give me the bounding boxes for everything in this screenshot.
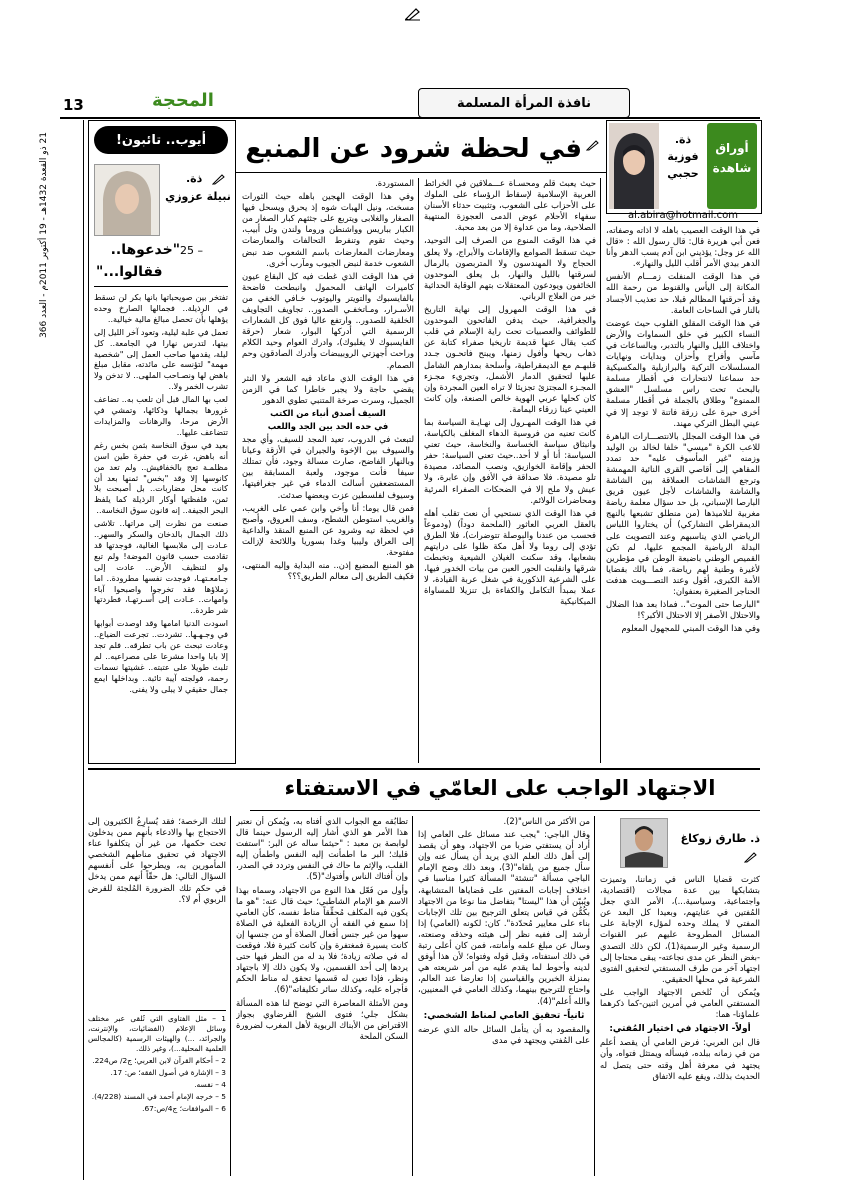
- a1c2-p2: في هذا الوقت المنوع من الصرف إلى التوحيد، حيث تسقط الصوامع والإقامات والأبراج، ولا يعلق الحجاج ولا المهندسون ولا المتربصون بالرمال لسرقتها بالليل والنهار، بل يعلق الموحدون الخائفون ويودعون المعتقلات بتهم الوقاية الحداثية خير من العلاج الرباني.: [424, 235, 596, 301]
- article1-title-rule: [236, 172, 606, 173]
- author-name-1: فوزية: [667, 150, 699, 163]
- a1c2-p1: حيث يعبث قلم ومحسـاة عـــملاقين في الخرائط العربية الإسلامية لإسقاط الرؤساء على الملوك على الأحزاب على الشعوب، وتثبيت حدثاء الأسنان سفهاء الأحلام عوض الدمى العجوزة المنتهية الصلاحية، وما من عداوة إلا من بعد محبة.: [424, 178, 596, 233]
- article2-author: ذ. طارق زوكاغ: [680, 832, 760, 845]
- column-title-2: شاهدة: [712, 161, 752, 175]
- article2-author-photo: [620, 818, 668, 868]
- article1-title: في لحظة شرود عن المنبع: [245, 134, 582, 164]
- sidebar-p1: تفتخر بين صويحباتها بانها بكر لن تسقط في الرذيلة.. فجمالها الصارخ وحده يؤهلها بأن تحصل مبالغ مالية خيالية..: [94, 292, 228, 324]
- page-number: 13: [63, 96, 84, 114]
- sidebar-p6: اسودت الدنيا امامها وقد اوصدت أبوابها في وجـهـها.. تشردت.. تجرعت الضياع.. وعادت تبحث عن باب تطرقه.. فلم تجد إلا بابا واحدا مشرعا على مصراعيه.. لم تلبث طويلا على عتبته.. غشيتها نسمات رحمة، فولجته آيبة تائبة.. وبداخلها ايمع جمال حقيقي لا يبلى ولا يفنى.: [94, 618, 228, 694]
- a2b-p2: وقال الباجي: "يجب عند مسائل على العامي إذا أراد أن يستفتي ضربا من الاجتهاد، وهو أن يقصد إلى أهل ذلك العلم الذي يريد أن يسأل عنه وإن سأل جميع من يلقاه"(3)، وبعد ذلك وضح الإمام الباجي مسألة "تنشئة" المسألة كثيرا مناسبا في اختلاف إجابات المفتين على قضاياها المتشابهة، ويُبيّن أن هذا "ليستا" بتفاضل منا نوعا من الاجتهاد بكُمُّن في قياس يتعلق الترجيح بين تلك الإجابات بناء على معايير مُحدّدة". كان: لكونه (العامي) إذا أرشد إلى ففيه نظر إلى هيئته وحذقه وصنعته، وسال عن مبلغ علمه وأمانته، فمن كان أعلى رتبة في ذلك استفتاه، وقبل قوله وفتواه؛ لأن هذا أوفق لدينه وأحوط لما يقدم عليه من أمر شريعته هي بمنزلة الخبرين والقياسين إذا تعارضا عند العالم، واحتاج للترجيح بينهما، وكذلك العامي في المعنيين، والله أعلم"(4).: [418, 829, 590, 1006]
- article2-title-rule: [250, 810, 760, 811]
- article1-divider-1: [600, 178, 601, 763]
- a1c1-p5: "البارصا حتى الموت".. فماذا بعد هذا الضلال والاحتلال الأصفر إلا الاحتلال الأكبر؟!: [606, 599, 760, 621]
- a1c1-p1: في هذا الوقت العصيب باهله لا اذاته وصفاته، فعن أبي هريرة قال: قال رسول الله : «قال الله عز وجل: يؤذيني ابن آدم يسب الدهر وأنا الدهر بيدي الأمر أقلب الليل والنهار».: [606, 225, 760, 269]
- sidebar-author-name: نبيلة عزوزي: [165, 190, 231, 203]
- a1c1-p2: في هذا الوقت المنفلت زمـــام الأنفس المكانة إلى اليأس والقنوط من رحمة الله وقد أحرقتها المظالم قبلا، حد تعذيب الأجساد بالنار في الساحات العامة.: [606, 271, 760, 315]
- sidebar-p2: تعمل في علبة ليلية، وتعود آخر الليل إلى بيتها، لتدرس نهارا في الجامعة.. كل ليلة، يقدمها صاحب العمل إلى "شخصية مهمة" لتؤنسه على مائدته، مقابل مبلغ باهض لها ونصـاحب الملهى.. لا تدخن ولا تشرب الخمر ولا..: [94, 326, 228, 392]
- sidebar-p5: صنعت من نظرت إلى مراتها.. تلاشى ذلك الجمال بالدخان والسكر والسهر.. عـادت إلى ملابسها الغالية، فوجدتها قد تقادمت حسب قانون الموضة! ولم تبع ولو لتنظيف الأرض.. عادت إلى جـامعـتهـا، فوجدت نفسها مطرودة.. اما زملاؤها فقد تخرجوا واصبحوا آباء وامهات.. عـادت إلى أسـرتهـا، فطردتها شر طردة..: [94, 518, 228, 616]
- article2-colC: [236, 816, 408, 1176]
- a1c2-p5: في هذا الوقت الذي نستحيي أن نعت تقلب أهله بالعقل العربي العاثور (الملحمة دوداً) (ودموعاً فحسب من عندنا والبوصلة تتوضرات)، فلا الطرق تؤدي إلى روما ولا أهل مكة ظلوا على درايتهم بشعابها، وقد سكنت الغيلان الشيعية وتخبطت شرقها وانقلبت الحور العين من بيات الخدور فيها، على الشرعية الذكورية في شغل عربة القيادة، لا عملا بمبدأ التكامل والكفاءة بل تنزيلا للمساواة الميكانيكية: [424, 507, 596, 607]
- a1c3-p2: وفي هذا الوقت الهجين باهله حيث الثورات مسخت، ونيل الهبات شوه إذ يحرق ويسحل فيها الصغار والغلابى ويتربع على جثثهم كبار الصغار من الكبار بباريس وواشنطن وروما ولندن وتل أبيب، وحيث تقوم وتنفرط التحالفات والمعارضات ومعارضات المعارضات باسم الشعوب ضد نبض الشعوب خدمة لنبض الجيوب ومآرب أخرى.: [242, 191, 414, 268]
- sidebar-author-photo: [94, 164, 160, 236]
- article2-divider-1: [594, 816, 595, 1176]
- sidebar-title-2: فقالوا...": [96, 264, 163, 280]
- sidebar-author-prefix: ذة.: [186, 172, 203, 185]
- article2-footnotes: [88, 1014, 226, 1174]
- a2a-p2: ويُمكن أن نُلخص الاجتهاد الواجب على المستفتي العامي في أمرين اثنين-كما ذكرهما علماؤنا- هما:: [600, 986, 760, 1020]
- footnote-3: 3 – الإشارة في أصول الفقه؛ ص: 17.: [110, 1068, 226, 1077]
- article2-title: الاجتهاد الواجب على العامّي في الاستفتاء: [284, 776, 716, 800]
- a1c1-p4: في هذا الوقت المجلل بالانتصـــارات الباهرة للاعب الكرة "ميسي" خلفا لخالد بن الوليد وزمنه "غير المأسوف عليه" حد تمدد المقاهي إلى أقاصي القرى النائية المهمشة وترجع الشاشات العملاقة بين الشاشة والشاشة والشاشات لأجل عيون فريق البارصا الإسباني، بل حد سؤال معلمة رياضة مغربية لتلاميذها (من منطلق تشبعها بالنهج الديمقراطي التشاركي) أن يختاروا اللباس الرياضي الذي يناسبهم وعند التصويت على البدلة الرياضية المجمع عليها، لم تكن القميص الوطني باضبعة الوطن في مؤطرين لأغيرة وطنية لهم رياضة، فما بالك بقضايا الأمة الكبرى، أقول وعند التصـــويت هدفت الحناجر الصغيرة بعنفوان:: [606, 430, 760, 596]
- a2b-p3: والمقصود به أن يتأمل السائل حاله الذي عرضه على المُفتي ويجتهد في مدى: [418, 1023, 590, 1045]
- article1-divider-2: [418, 178, 419, 763]
- footnote-6: 6 – الموافقات؛ ج4/ص:67.: [142, 1104, 226, 1113]
- sidebar-title-rule: [94, 286, 228, 287]
- column-title-box: [707, 123, 757, 209]
- footnote-4: 4 – نفسه.: [194, 1080, 226, 1089]
- sidebar-p4: بعيد في سوق النخاسة بثمن بخس رغم أنه باهض، غرت في حفرة طين اسن مظلمـة تعج بالخفافيش.. ولم تعد من كانوسها إلا وقد "بخس" ثمنها بعد أن كانت محل مضاربات.. بل أصبحت بلا ثمن، فلفظتها أوكار الرذيلة كما يلفظ البحر الجيفة.. إنه قانون سوق النخاسة..: [94, 439, 228, 516]
- a2d-p1: لتلك الرخصة؛ فقد يُسارِعُ الكثيرون إلى الاحتجاج بها والادعاء بأنهم ممن يدخلون تحت حكمها، من غير أن يتكلفوا عناء الاجتهاد في تحقيق مناطهم الشخصي المأمورين به، ويطرحوا على أنفسهم السؤال التالي: هل حقّاً أنهم ممن يدخل في حكم تلك الضرورة المُلجئة للقرض الربوي أم لا؟.: [88, 816, 226, 904]
- column-email: al.abira@hotmail.com: [608, 210, 758, 222]
- a2a-sub1: أولاً- الاجتهاد في اختيار المُفتي:: [609, 1024, 751, 1035]
- footnotes-rule: [140, 1010, 226, 1011]
- a1c3-p6: فمن قال يوما: أنا وأخي وابن عمي على الغريب، والغريب استوطن الشطح، وسف العروق، وأصبح في لحظة تيه وشرود عن المنبع المنقذ والداعية إلى العراق وليبيا وغدا بسوريا واللائحة لإزالت مفتوحة.: [242, 502, 414, 557]
- footnote-5: 5 – خرجه الإمام أحمد في المسند (4/228).: [91, 1092, 226, 1101]
- a1c1-p6: وفي هذا الوقت المبني للمجهول المعلوم: [621, 623, 760, 634]
- a1c3-p7: هو المنبع المضيع إذن.. منه البداية وإليه المنتهى، فكيف الطريق إلى معالم الطريق؟؟؟: [242, 560, 414, 582]
- header-rule: [60, 117, 760, 119]
- article1-col3: [242, 178, 414, 763]
- article2-top-rule: [88, 768, 760, 770]
- section-banner: [418, 88, 630, 118]
- article2-divider-3: [230, 816, 231, 1176]
- author-prefix: ذة.: [674, 133, 692, 146]
- column-title-1: أوراق: [715, 141, 749, 155]
- a2c-p3: ومن الأمثلة المعاصرة التي توضح لنا هذه المسألة بشكل جلي؛ فتوى الشيخ القرضاوي بجواز الاقتراض من الأبناك الربوية لأهل المغرب لضرورة السكن الملحة: [236, 997, 408, 1041]
- a2a-p3: قال ابن العربي: فرض العامي أن يقصد أعلم من في زمانه ببلده، فيسأله ويمتثل فتواه، وأن يجتهد في معرفة أهل وقته حتى يتصل له الحديث بذلك، ويقع عليه الاتفاق: [600, 1037, 760, 1081]
- a1c3-p1: المستوردة.: [375, 178, 414, 188]
- article1-col1: [606, 225, 760, 765]
- article2-colD: [88, 816, 226, 1006]
- a2c-p1: تطابُقه مع الجواب الذي أفتاه به، ويُمكن أن نعتبر هذا الأمر هو الذي أشار إليه الرسول حينما قال لوابصة بن معبد : "حيثما ساله عن البر: "استفت قلبك؛ البر ما اطمأنت إليه النفس واطمأن إليه القلب، والإثم ما حاك في النفس وتردد في الصدر، وإن أفتاك الناس وأفتوك"(5).: [236, 816, 408, 882]
- sidebar-header: [94, 126, 228, 154]
- article2-pen-icon: [744, 848, 758, 867]
- a1c3-p3: في هذا الوقت الذي غطت فيه كل البقاع عيون كاميرات الهاتف المحمول وانبطحت فاضحة بالفايسبوك والتويتر واليوتوب خـافي الخفي من الأسـرار، ومـاتخفـي الصدور.. تجاويف التجاويف الخلفية للصدور.. وارتفع عاليا فوق كل الشعارات الرسمية التي أدركها البوار، شعار (حرقة الفايسبوك لا يغلبوك)، وادرك العوام وحيد الكلام وراحت أجهزتي الروبيبضات وأدرك الصادقون وحم الصمام.: [242, 270, 414, 370]
- article1-col2: [424, 178, 596, 763]
- author-photo: [609, 123, 659, 209]
- sidebar-pen-icon: [212, 170, 226, 189]
- a1c3-p4: في هذا الوقت الذي ماعاد فيه الشعر ولا النثر يقضي حاجة ولا يجبر خاطرا كما في الزمن الجميل، وسرت صرخة المتنبي تطوي الدهور: [242, 372, 414, 405]
- sidebar-header-text: أيوب.. تائبون!: [115, 132, 207, 148]
- left-margin-rule: [83, 120, 84, 1180]
- pen-icon: [404, 6, 422, 20]
- sidebar-body: [94, 292, 228, 758]
- a1c3-verse1: السيف أصدق أنباء من الكتب: [270, 407, 386, 418]
- pen-icon-small: [586, 136, 600, 155]
- a1c1-p3: في هذا الوقت المقلق القلوب حيث عوضت النساء الكبير في خلق السماوات والأرض واختلاف الليل والنهار بالتدبر، وبالساعات في مآسي وأفراح وأحزان وبدايات ونهايات المسلسلات التركية والبرازيلية والمكسيكية حد سماعنا لانتحارات في أقطار مسلمة بالبحث تحت راس مسلسل "العشق الممنوع" وطلاق بالجملة في أقطار مسلمة أخرى حيرة على زرقة فاتنة لا توجد إلا في عيني البطل التركي مهند.: [606, 317, 760, 428]
- a2a-p1: كثرت قضايا الناس في زماننا، وتميزت بتشابكها بين عدة مجالات (اقتصادية، واجتماعية، وسياسية...)، الأمر الذي جعل المُفتين في عنايتهم، وبعيدا كل البعد عن المفتي لا يملك وحده لمؤلء الإجابة على المسائل المطروحة عليهم عبر القنوات الرسمية وغير الرسمية(1)، لكن ذلك التصدي -بغض النظر عن مدى نجاعته- يبقى محتاجا إلى اجتهاد آخر من طرف المستفتي لتحقيق الفتوى الشرعية في محلها الحقيقي.: [600, 874, 760, 984]
- article2-colB: [418, 816, 590, 1176]
- footnote-2: 2 – أحكام القرآن لابن العربي؛ ج2/ ص224.: [92, 1056, 226, 1065]
- a2b-sub2: ثانياً- تحقيق العامي لمناط الشخصي:: [423, 1010, 585, 1021]
- a2c-p2: وأول من فَعّل هذا النوع من الاجتهاد، وسماه بهذا الاسم هو الإمام الشاطبي؛ حيث قال عنه: "هو ما يكون فيه المكلف مُحقِّقاً مناط نفسه، كأن العامي إذا سمع في الفقه أن الزيادة الفعلية في الصلاة سهوا من غير جنس أفعال الصلاة أو من جنسها إن كانت يسيرة فمغتفرة وإن كانت كثيرة فلا، فوقعت له في صلاته زيادة؛ فلا بد له من النظر فيها حتى يردها إلى أحد القسمين، ولا يكون ذلك إلا باجتهاد ونظر، فإذا تعين له قسمها تحقق له مناط الحكم فأجراه عليه، وكذلك سائر تكليفاته"(6).: [236, 884, 408, 995]
- vertical-date: 21 ذو القعدة 1432هـ - 19 أكتوبر 2011م - العدد 366: [39, 132, 49, 338]
- a1c2-p4: في هذا الوقت المهـرول إلى نهـايـة السياسة بما كانت تعنيه من فروسية الدهاء المغلف بالكياسة، وانبثاق سياسة الخساسة والنخاسة، حيث تعني السياسة: أنا أو لا أحد..حيث تعني السياسة: حفر الحفر وإقامة الخوازيق، ونصب المصائد، مصيدة تلو مصيدة. فلا صداقة في الأفق وإن عابرة، ولا عيش ولا ملح إلا في الضحكات الصفراء المرئية ومحاضرات الولائم.: [424, 416, 596, 505]
- author-name-2: حجبي: [667, 167, 699, 180]
- a1c3-p5: لتبعث في الدروب، تعيد المجد للسيف، وأي مجد والسيوف بين الإخوة والجيران في الأزقة وعيانا وبالنهار الفاضح، صارت مسالة وجود، فأن تمتلك سيفا فأنت موجود، ولعبة المسابقة بين المستضعفين أسالت الدماء في غير جغرافيتها، وسيوف لفلسطين عزت وبعضها صدئت.: [242, 434, 414, 500]
- sidebar-title-1: "خدعوها..: [110, 242, 180, 258]
- article2-divider-2: [412, 816, 413, 1176]
- a1c2-p3: في هذا الوقت المهرول إلى نهاية التاريخ والجغرافية، حيث يدفن الفاتحون الموحدون للطوائف والعصبيات تحت راية الإسلام في قلب كتب يقال عنها قديمة تاريخيا صفراء كتابة عن ذهاب ريحها وأفول زمنها، ويبنح فاتحـون جـدد قلبهـم مع الديمقراطية، وأسلحة بمدارهم الشامل عليها لتحقيق الدمار الأشمل، وتجريء مجـزء المجـزء المجتزئ تجزيئا لا تراه العين المجردة وإن كان كحلها عربي الهوية خالص الصنعة، وإن كانت العيني عينا زرقاء اليمامة.: [424, 304, 596, 414]
- column-author-box: [661, 123, 705, 209]
- footnote-1: 1 – مثل الفتاوى التي تُلقى عبر مختلف وسائل الإعلام (الفضائيات، والإنترنت، والجرائد، ...) والهيئات الرسمية (كالمجالس العلمية المحلية...)، وغير ذلك.: [88, 1014, 226, 1053]
- a2b-p1: من الأكثر من الناس"(2).: [503, 816, 590, 826]
- magazine-name: المحجة: [152, 90, 214, 111]
- sidebar-p3: لعب بها المال قبل أن تلعب به.. تضاعف غرورها بجمالها وذكائها، وتمشي في الأرض مرحا، والرهانات والمزايدات تتضاعف عليها..: [94, 394, 228, 437]
- article2-colA: [600, 874, 760, 1174]
- column-box: [606, 120, 762, 214]
- a1c3-verse2: في حده الحد بين الجد واللعب: [267, 420, 389, 431]
- sidebar-episode: 25 –: [180, 244, 203, 257]
- section-name: نافذة المرأة المسلمة: [457, 95, 591, 111]
